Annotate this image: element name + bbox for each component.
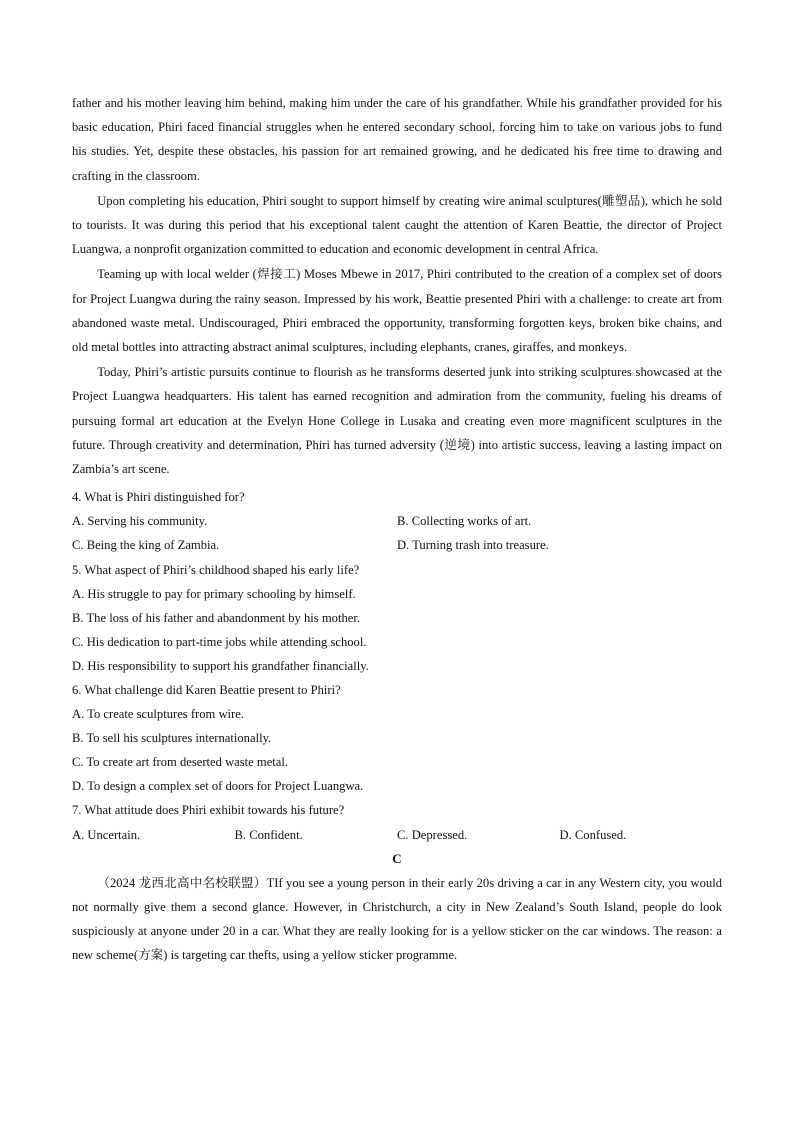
option-a: A. To create sculptures from wire. [72,707,244,722]
passage-paragraph: Today, Phiri’s artistic pursuits continue to flourish as he transforms deserted junk into striking sculptures showcased at the Project Luangwa headquarters. His talent has earned recognition and admiration from the community, fueling his dreams of pursuing formal art education at the Evelyn Hone College in Lusaka and creating even more magnificent sculptures in the future. Through creativity and determination, Phiri has turned adversity (逆境) into artistic success, leaving a lasting impact on Zambia’s art scene. [72,365,722,477]
option-a: A. Uncertain. [72,827,141,842]
question-4 [72,485,722,557]
page-content [72,91,722,967]
question-5 [72,558,722,678]
option-b: B. Confident. [234,827,303,842]
passage-paragraph: （2024 龙西北高中名校联盟）TIf you see a young person in their early 20s driving a car in any Western city, you would not normally give them a second glance. However, in Christchurch, a city in New Zealand’s South Island, people do look suspiciously at anyone under 20 in a car. What they are really looking for is a yellow sticker on the car windows. The reason: a new scheme(方案) is targeting car thefts, using a yellow sticker programme. [72,875,722,963]
question-list [72,485,722,846]
question-stem: 6. What challenge did Karen Beattie present to Phiri? [72,683,341,697]
passage-paragraph: Teaming up with local welder (焊接工) Moses Mbewe in 2017, Phiri contributed to the creation of a complex set of doors for Project Luangwa during the rainy season. Impressed by his work, Beattie presented Phiri with a challenge: to create art from abandoned waste metal. Undiscouraged, Phiri embraced the opportunity, transforming forgotten keys, broken bike chains, and old metal bottles into attracting abstract animal sculptures, including elephants, cranes, giraffes, and monkeys. [72,267,722,355]
question-stem: 5. What aspect of Phiri’s childhood shaped his early life? [72,562,360,577]
option-row [72,533,722,557]
option-a: A. His struggle to pay for primary schooling by himself. [72,586,356,601]
section-c [72,847,722,968]
question-6 [72,678,722,798]
question-7 [72,798,722,846]
section-heading: C [392,850,402,866]
passage-paragraph: father and his mother leaving him behind, making him under the care of his grandfather. While his grandfather provided for his basic education, Phiri faced financial struggles when he entered secondary school, forcing him to take on various jobs to fund his studies. Yet, despite these obstacles, his passion for art remained growing, and he dedicated his free time to drawing and crafting in the classroom. [72,96,722,183]
passage-paragraph: Upon completing his education, Phiri sought to support himself by creating wire animal sculptures(雕塑品), which he sold to tourists. It was during this period that his exceptional talent caught the attention of Karen Beattie, the director of Project Luangwa, a nonprofit organization committed to education and economic development in central Africa. [72,193,722,257]
option-b: B. The loss of his father and abandonment by his mother. [72,610,360,625]
option-d: D. To design a complex set of doors for Project Luangwa. [72,779,364,794]
option-c: C. To create art from deserted waste metal. [72,755,289,770]
option-row [72,823,722,847]
option-d: D. Turning trash into treasure. [397,538,549,553]
option-b: B. To sell his sculptures internationally. [72,731,272,746]
question-stem: 7. What attitude does Phiri exhibit towards his future? [72,803,345,818]
passage-b [72,91,722,481]
option-c: C. Depressed. [397,827,468,842]
option-c: C. His dedication to part-time jobs while attending school. [72,634,367,649]
question-stem: 4. What is Phiri distinguished for? [72,490,245,505]
option-b: B. Collecting works of art. [397,514,532,529]
option-a: A. Serving his community. [72,514,208,529]
option-d: D. His responsibility to support his grandfather financially. [72,658,369,673]
option-d: D. Confused. [559,827,627,842]
option-row [72,509,722,533]
option-c: C. Being the king of Zambia. [72,538,220,553]
